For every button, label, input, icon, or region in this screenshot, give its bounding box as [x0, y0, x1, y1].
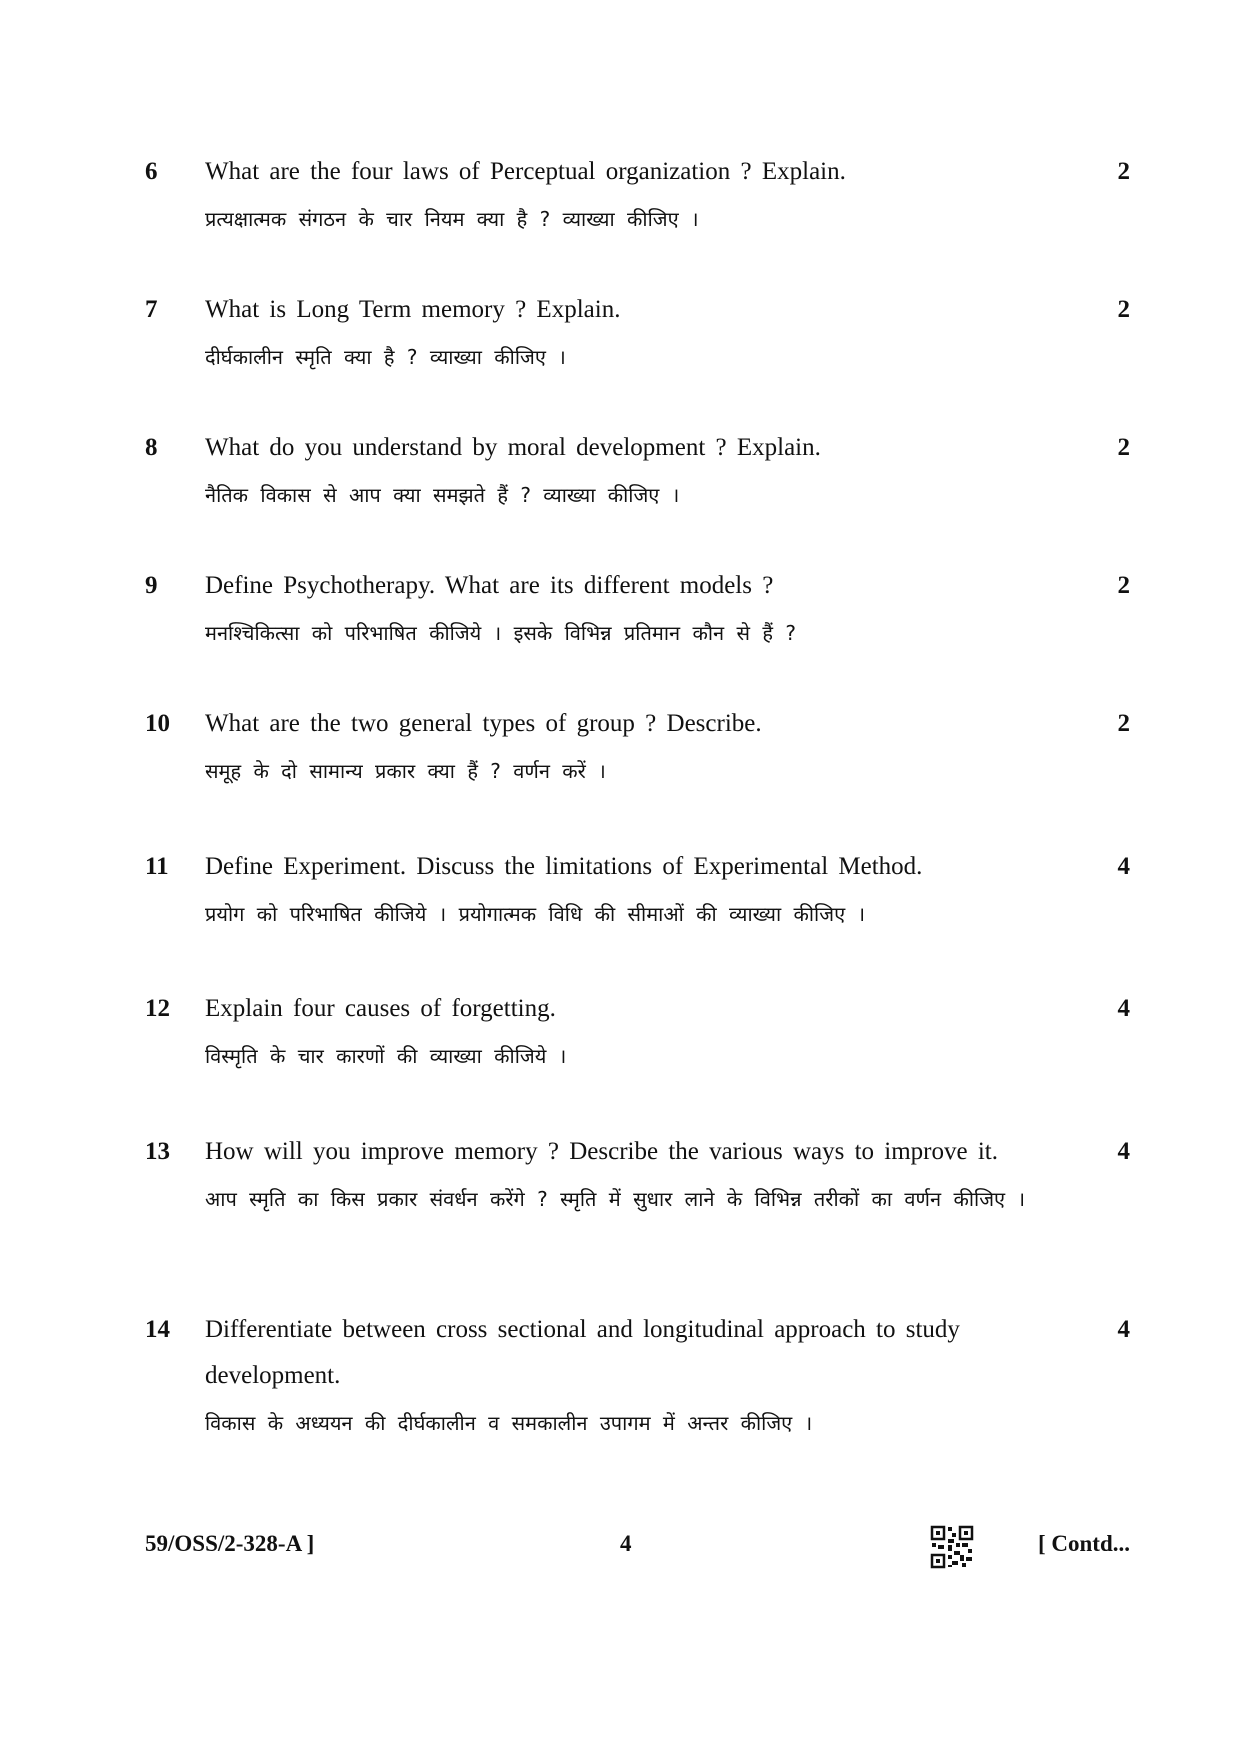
- question-text-hindi: विस्मृति के चार कारणों की व्याख्या कीजिये ।: [205, 1044, 567, 1068]
- question-text-english: What is Long Term memory ? Explain.: [205, 296, 621, 323]
- question-text-english: How will you improve memory ? Describe the various ways to improve it.: [205, 1138, 998, 1165]
- question-text-hindi: विकास के अध्ययन की दीर्घकालीन व समकालीन उपागम में अन्तर कीजिए ।: [205, 1411, 813, 1435]
- question-text-english: What are the four laws of Perceptual organization ? Explain.: [205, 158, 846, 185]
- question-text-english: What are the two general types of group ? Describe.: [205, 710, 762, 737]
- question-body: [205, 431, 1050, 513]
- question-text-hindi: प्रत्यक्षात्मक संगठन के चार नियम क्या है ? व्याख्या कीजिए ।: [205, 207, 699, 231]
- question-number: 6: [145, 158, 158, 185]
- question-number: 10: [145, 710, 170, 737]
- question-marks: 2: [1117, 158, 1130, 185]
- question-number: 7: [145, 296, 158, 323]
- paper-code: 59/OSS/2-328-A ]: [145, 1531, 315, 1556]
- question-marks: 4: [1117, 853, 1130, 880]
- question-marks: 2: [1117, 296, 1130, 323]
- page-footer: [145, 1525, 1130, 1569]
- question-number: 14: [145, 1316, 170, 1343]
- question-text-hindi: मनश्चिकित्सा को परिभाषित कीजिये । इसके विभिन्न प्रतिमान कौन से हैं ?: [205, 621, 796, 645]
- qr-code-icon: [930, 1525, 974, 1569]
- question-number: 11: [145, 853, 169, 880]
- question-number: 8: [145, 434, 158, 461]
- question-body: [205, 155, 1050, 237]
- question-marks: 4: [1117, 995, 1130, 1022]
- question-text-hindi: आप स्मृति का किस प्रकार संवर्धन करेंगे ? स्मृति में सुधार लाने के विभिन्न तरीकों का वर्णन कीजिए ।: [205, 1187, 1026, 1211]
- question-number: 9: [145, 572, 158, 599]
- question-body: [205, 569, 1050, 651]
- question-text-english: Explain four causes of forgetting.: [205, 995, 556, 1022]
- question-body: [205, 1135, 1050, 1217]
- question-body: [205, 293, 1050, 375]
- question-number: 13: [145, 1138, 170, 1165]
- question-number: 12: [145, 995, 170, 1022]
- question-text-english: Define Experiment. Discuss the limitations of Experimental Method.: [205, 853, 923, 880]
- continued-label: [ Contd...: [1037, 1531, 1130, 1556]
- question-body: [205, 992, 1050, 1074]
- question-marks: 2: [1117, 434, 1130, 461]
- page-number: 4: [620, 1531, 632, 1556]
- question-text-hindi: दीर्घकालीन स्मृति क्या है ? व्याख्या कीजिए ।: [205, 345, 566, 369]
- question-text-english: Differentiate between cross sectional and longitudinal approach to study development.: [205, 1316, 960, 1389]
- question-marks: 2: [1117, 710, 1130, 737]
- question-body: [205, 707, 1050, 789]
- question-body: [205, 850, 1050, 932]
- question-marks: 4: [1117, 1138, 1130, 1165]
- question-text-hindi: प्रयोग को परिभाषित कीजिये । प्रयोगात्मक विधि की सीमाओं की व्याख्या कीजिए ।: [205, 902, 866, 926]
- question-marks: 2: [1117, 572, 1130, 599]
- question-body: [205, 1313, 1050, 1441]
- question-text-hindi: नैतिक विकास से आप क्या समझते हैं ? व्याख्या कीजिए ।: [205, 483, 680, 507]
- question-text-english: Define Psychotherapy. What are its different models ?: [205, 572, 774, 599]
- question-marks: 4: [1117, 1316, 1130, 1343]
- question-text-english: What do you understand by moral development ? Explain.: [205, 434, 821, 461]
- question-text-hindi: समूह के दो सामान्य प्रकार क्या हैं ? वर्णन करें ।: [205, 759, 606, 783]
